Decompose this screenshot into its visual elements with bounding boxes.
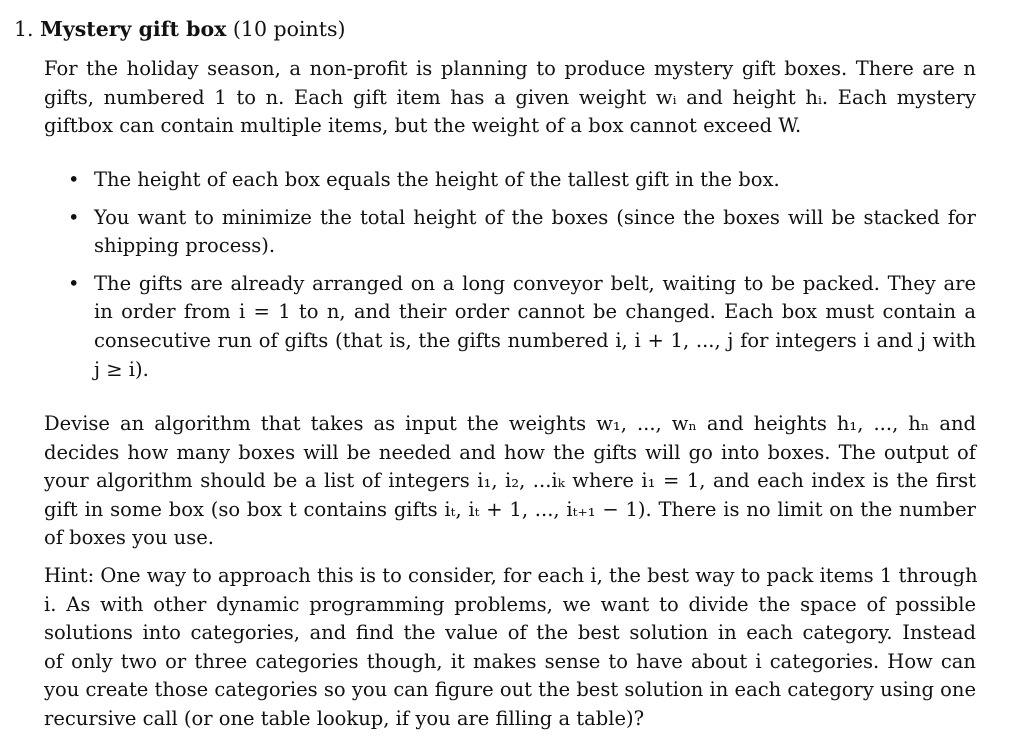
intro-line: giftbox can contain multiple items, but the weight of a box cannot exceed W. [44, 114, 802, 138]
hint-line: Hint: One way to approach this is to consider, for each i, the best way to pack items 1 through [44, 564, 978, 587]
requirements-list [68, 166, 976, 393]
hint-line: you create those categories so you can figure out the best solution in each category using one [44, 678, 976, 702]
bullet-icon: • [68, 205, 80, 229]
list-item-line: j ≥ i). [94, 357, 149, 381]
hint-line: of only two or three categories though, it makes sense to have about i categories. How can [44, 649, 976, 673]
list-item [68, 270, 976, 384]
problem-points: (10 points) [232, 17, 346, 41]
list-item-line: The height of each box equals the height of the tallest gift in the box. [94, 168, 780, 191]
list-item-line: The gifts are already arranged on a long conveyor belt, waiting to be packed. They are [94, 271, 976, 295]
list-item [68, 204, 976, 261]
list-item-line: in order from i = 1 to n, and their order cannot be changed. Each box must contain a [94, 300, 976, 324]
problem-heading [14, 14, 346, 44]
hint-paragraph [44, 562, 976, 734]
list-item-line: shipping process). [94, 234, 276, 258]
hint-line: solutions into categories, and find the value of the best solution in each category. Instead [44, 621, 976, 645]
intro-paragraph [44, 55, 976, 141]
list-item-line: consecutive run of gifts (that is, the gifts numbered i, i + 1, ..., j for integers i and j with [94, 328, 976, 352]
list-item [68, 166, 976, 195]
intro-line: For the holiday season, a non-profit is planning to produce mystery gift boxes. There are n [44, 57, 976, 80]
task-line: Devise an algorithm that takes as input the weights w₁, ..., wₙ and heights h₁, ..., hₙ and [44, 412, 976, 435]
task-paragraph [44, 410, 976, 553]
task-line: gift in some box (so box t contains gifts iₜ, iₜ + 1, ..., iₜ₊₁ − 1). There is no limit on the number [44, 497, 976, 521]
task-line: decides how many boxes will be needed and how the gifts will go into boxes. The output of [44, 440, 976, 464]
problem-number: 1. [14, 17, 34, 41]
list-item-line: You want to minimize the total height of the boxes (since the boxes will be stacked for [94, 205, 976, 229]
intro-line: gifts, numbered 1 to n. Each gift item has a given weight wᵢ and height hᵢ. Each mystery [44, 85, 976, 109]
bullet-icon: • [68, 271, 80, 295]
task-line: of boxes you use. [44, 526, 214, 550]
hint-line: i. As with other dynamic programming problems, we want to divide the space of possible [44, 592, 976, 616]
bullet-icon: • [68, 168, 80, 191]
task-line: your algorithm should be a list of integers i₁, i₂, ...iₖ where i₁ = 1, and each index is the first [44, 469, 976, 493]
hint-line: recursive call (or one table lookup, if you are filling a table)? [44, 706, 645, 730]
problem-title: Mystery gift box [40, 17, 227, 41]
